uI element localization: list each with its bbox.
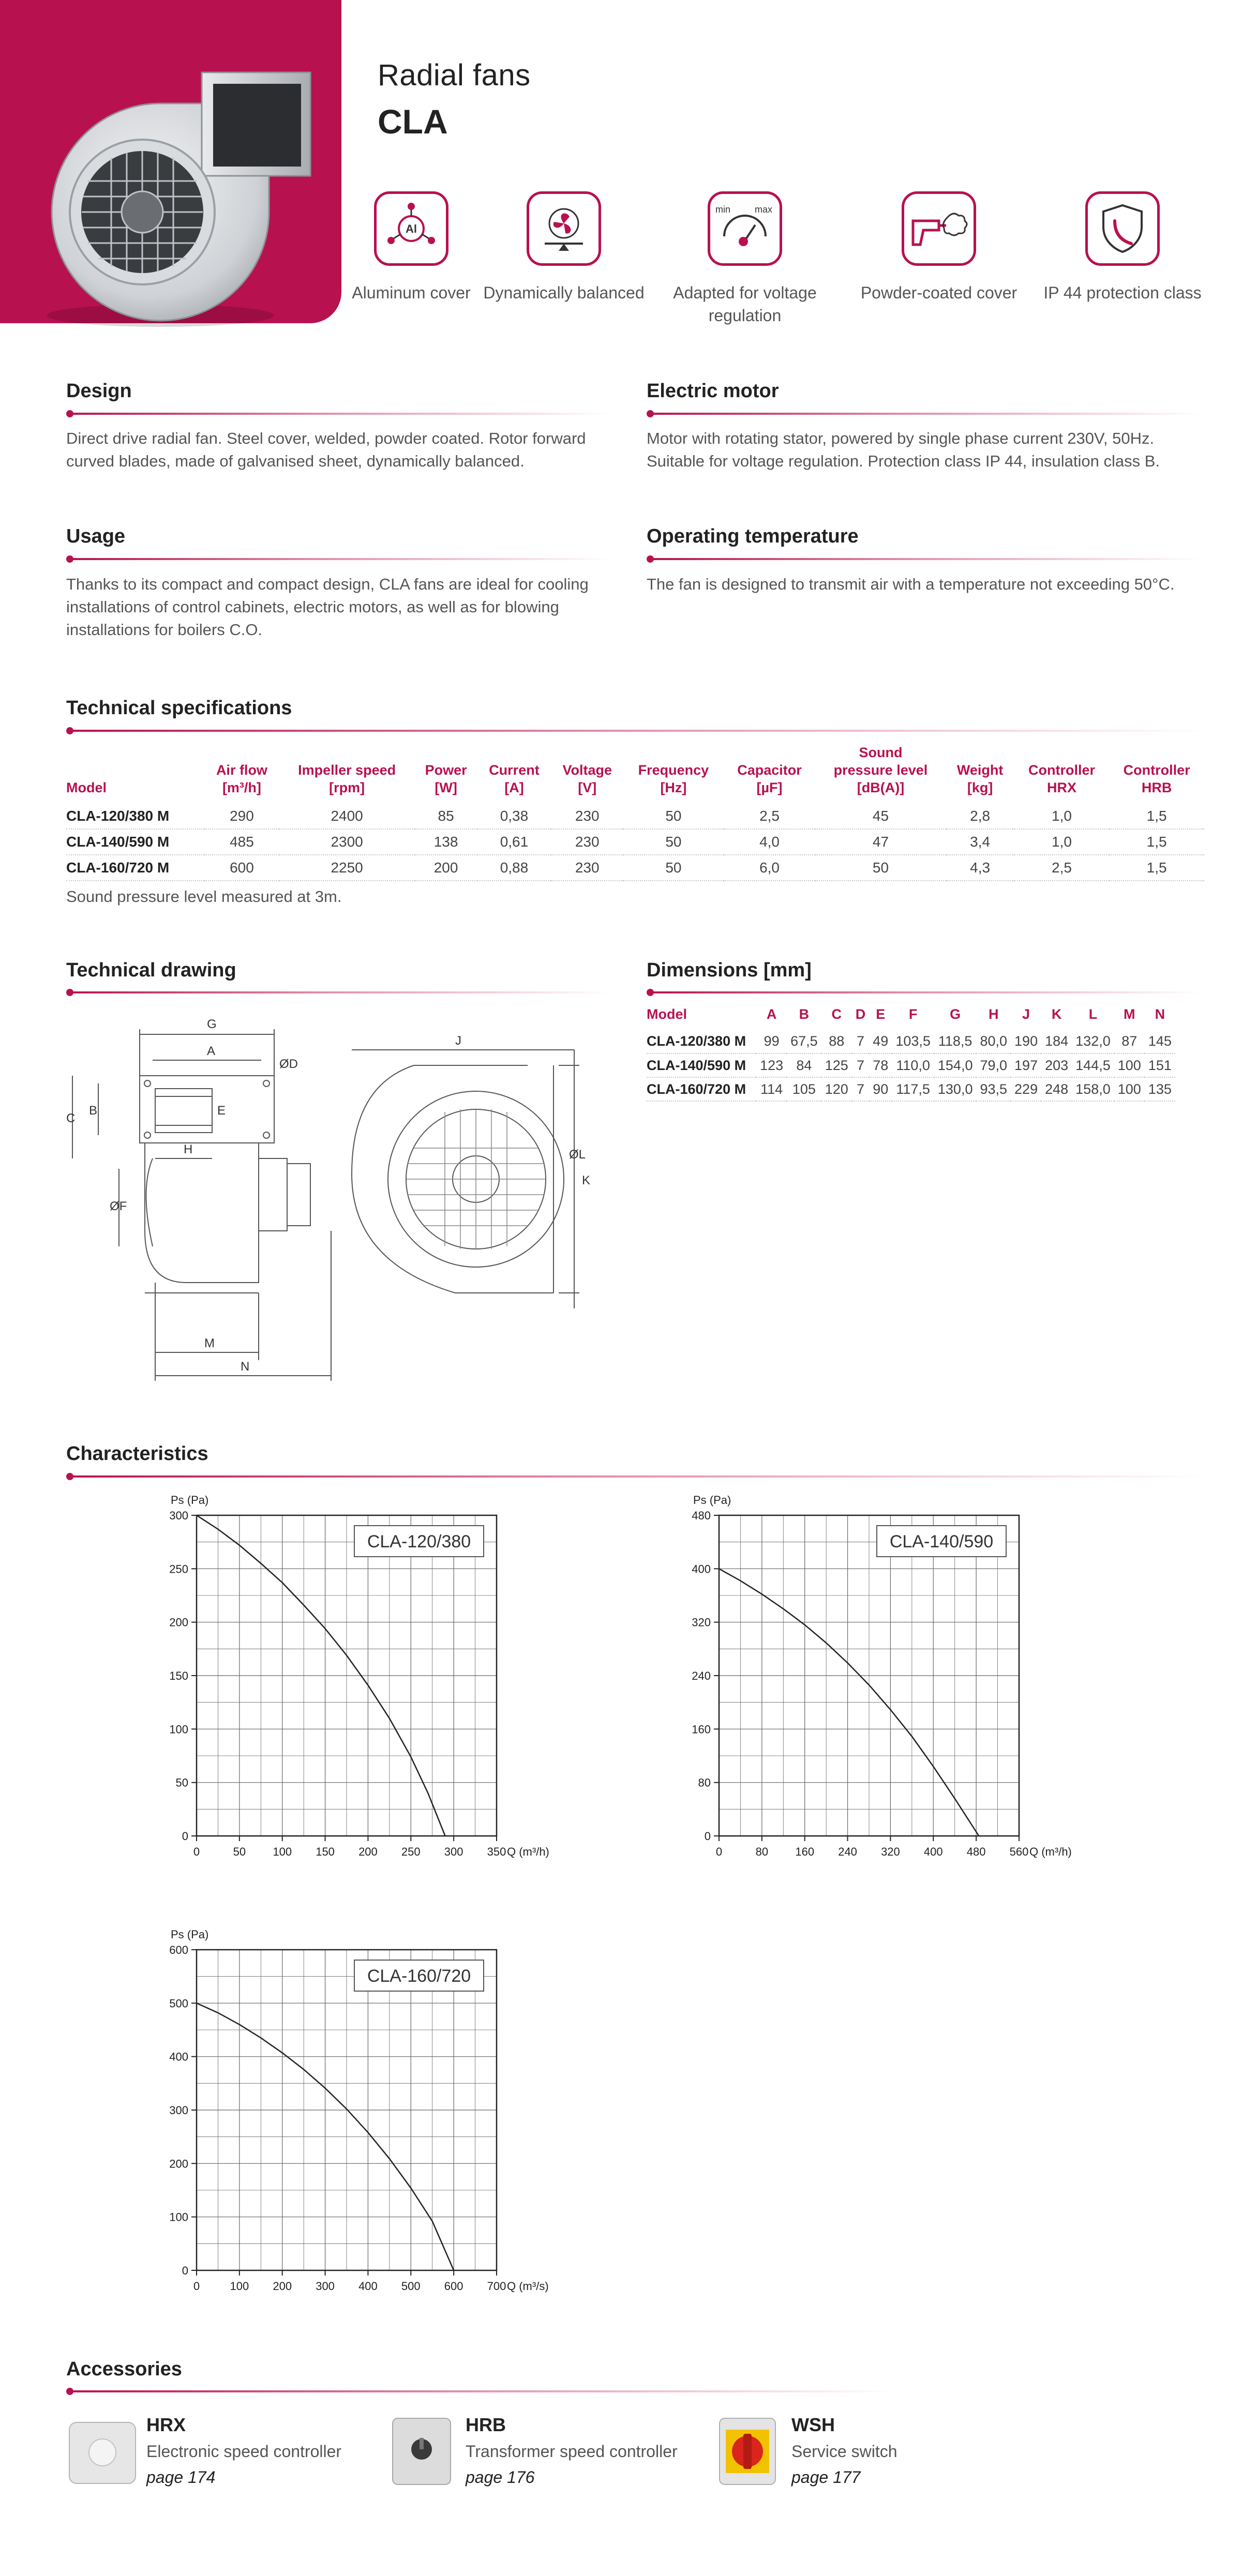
spec-cell: 3,4	[946, 829, 1014, 855]
spec-cell: 6,0	[724, 855, 816, 881]
dim-cell: 100	[1114, 1053, 1145, 1077]
dim-cell: 7	[852, 1077, 870, 1101]
dimension-label: E	[217, 1104, 226, 1118]
dim-cell: 84	[787, 1053, 821, 1077]
dim-row	[647, 1077, 1175, 1101]
dim-cell: 99	[756, 1030, 787, 1053]
y-tick-label: 200	[169, 1616, 188, 1629]
dim-cell: 114	[756, 1077, 787, 1101]
spec-cell: 1,0	[1014, 829, 1110, 855]
accessories-heading: Accessories	[66, 2358, 182, 2380]
x-tick-label: 0	[193, 2280, 200, 2293]
x-tick-label: 350	[487, 1845, 506, 1858]
dim-cell: 130,0	[934, 1077, 977, 1101]
spec-col-header: Controller HRB	[1123, 762, 1190, 795]
spec-cell: 230	[551, 804, 623, 829]
y-tick-label: 200	[169, 2157, 188, 2171]
spec-cell: 2,5	[724, 804, 816, 829]
accessory-hrb[interactable]	[385, 2405, 706, 2508]
hrb-controller-image	[385, 2415, 458, 2488]
dimension-label: G	[207, 1017, 217, 1031]
spec-cell: 85	[415, 804, 477, 829]
spec-cell: 2300	[279, 829, 415, 855]
motor-rule	[647, 410, 1200, 417]
spec-cell: 0,88	[477, 855, 551, 881]
dim-cell: 197	[1011, 1053, 1041, 1077]
spec-cell: 47	[815, 829, 946, 855]
feature-ip44: IP 44 protection class	[1040, 191, 1205, 304]
x-tick-label: 480	[966, 1845, 986, 1858]
y-tick-label: 500	[169, 1997, 188, 2010]
dimension-label: M	[204, 1336, 215, 1350]
spec-cell: 2,8	[946, 804, 1014, 829]
dimension-label: J	[455, 1034, 461, 1048]
spec-cell: 230	[551, 829, 623, 855]
usage-text: Thanks to its compact and compact design, CLA fans are ideal for cooling installations of control cabinets, electric motors, as well as for blowing installations for boilers C.O.	[66, 575, 589, 639]
product-title: CLA	[378, 102, 448, 141]
dimensions-table-header	[647, 1006, 1175, 1030]
x-tick-label: 560	[1009, 1845, 1029, 1858]
y-tick-label: 0	[704, 1830, 711, 1843]
dim-cell: 229	[1011, 1077, 1041, 1101]
usage-rule	[66, 555, 609, 563]
dim-col-header: N	[1155, 1006, 1165, 1022]
y-tick-label: 50	[175, 1776, 188, 1789]
dim-cell: 248	[1041, 1077, 1072, 1101]
svg-text:min: min	[715, 204, 731, 215]
dim-cell: 154,0	[934, 1053, 977, 1077]
x-tick-label: 400	[923, 1845, 943, 1858]
dimension-label: A	[207, 1044, 216, 1058]
spec-cell: 1,5	[1109, 829, 1204, 855]
dim-cell: 151	[1145, 1053, 1175, 1077]
spec-cell: 1,5	[1109, 855, 1204, 881]
dim-cell: 158,0	[1072, 1077, 1114, 1101]
x-tick-label: 160	[795, 1845, 815, 1858]
temperature-rule	[647, 555, 1200, 563]
spec-cell: 230	[551, 855, 623, 881]
chart-cla-140-590	[662, 1484, 1117, 1877]
dim-cell: 110,0	[892, 1053, 934, 1077]
accessory-name: HRB	[466, 2414, 506, 2435]
drawing-heading: Technical drawing	[66, 959, 236, 981]
svg-text:max: max	[755, 204, 773, 215]
y-tick-label: 400	[169, 2050, 188, 2063]
techspec-note: Sound pressure level measured at 3m.	[66, 887, 342, 906]
dim-cell: CLA-140/590 M	[647, 1053, 756, 1077]
dim-cell: 78	[869, 1053, 892, 1077]
y-tick-label: 320	[692, 1616, 711, 1629]
y-tick-label: 160	[692, 1723, 711, 1736]
y-tick-label: 400	[692, 1562, 711, 1576]
dim-cell: 123	[756, 1053, 787, 1077]
fan-product-image	[31, 47, 341, 336]
accessory-page-link[interactable]: page 174	[146, 2468, 216, 2487]
dim-cell: 49	[869, 1030, 892, 1053]
x-tick-label: 100	[230, 2280, 249, 2293]
characteristics-rule	[66, 1473, 1204, 1480]
dim-cell: 190	[1011, 1030, 1041, 1053]
temperature-text: The fan is designed to transmit air with a temperature not exceeding 50°C.	[647, 575, 1175, 593]
y-tick-label: 100	[169, 2210, 188, 2224]
dim-col-header: M	[1124, 1006, 1135, 1022]
wsh-switch-image	[711, 2415, 784, 2488]
motor-text: Motor with rotating stator, powered by single phase current 230V, 50Hz. Suitable for voltage regulation. Protection class IP 44, insulation class B.	[647, 429, 1160, 470]
dimension-label: C	[66, 1111, 76, 1125]
y-tick-label: 0	[182, 2264, 188, 2277]
svg-text:Al: Al	[406, 222, 417, 235]
dim-cell: 117,5	[892, 1077, 934, 1101]
drawing-rule	[66, 989, 609, 996]
spec-row	[66, 855, 1204, 881]
dim-cell: 100	[1114, 1077, 1145, 1101]
spec-cell: 290	[204, 804, 279, 829]
dimension-label: B	[89, 1104, 98, 1118]
dim-col-header: G	[950, 1006, 961, 1022]
x-tick-label: 300	[444, 1845, 463, 1858]
x-axis-label: Q (m³/h)	[1029, 1845, 1072, 1858]
hrx-controller-image	[66, 2415, 139, 2488]
temperature-heading: Operating temperature	[647, 525, 859, 547]
dimension-label: K	[582, 1173, 591, 1187]
y-tick-label: 150	[169, 1669, 188, 1682]
feature-aluminum: Al Aluminum cover	[328, 191, 494, 304]
x-tick-label: 240	[838, 1845, 857, 1858]
spec-cell: CLA-160/720 M	[66, 855, 204, 881]
spec-table-header	[66, 744, 1204, 804]
spec-col-header: Power [W]	[425, 762, 467, 795]
techspec-rule	[66, 727, 1204, 734]
dim-cell: 125	[821, 1053, 852, 1077]
spec-col-header: Sound pressure level [dB(A)]	[833, 745, 928, 795]
accessory-wsh[interactable]	[711, 2405, 1032, 2508]
techspec-heading: Technical specifications	[66, 697, 292, 719]
x-tick-label: 0	[715, 1845, 723, 1858]
spec-cell: 2,5	[1014, 855, 1110, 881]
dimensions-table	[647, 1006, 1175, 1102]
y-tick-label: 240	[692, 1669, 711, 1682]
accessory-desc: Service switch	[791, 2442, 897, 2461]
y-axis-label: Ps (Pa)	[693, 1494, 731, 1507]
spec-col-header: Air flow [m³/h]	[216, 762, 267, 795]
accessory-desc: Transformer speed controller	[466, 2442, 678, 2461]
dim-cell: 93,5	[976, 1077, 1011, 1101]
usage-heading: Usage	[66, 525, 126, 547]
design-rule	[66, 410, 609, 417]
dim-col-header: F	[908, 1006, 918, 1022]
spec-cell: CLA-140/590 M	[66, 829, 204, 855]
accessory-page-link[interactable]: page 177	[791, 2468, 861, 2487]
x-tick-label: 400	[358, 2280, 378, 2293]
dim-cell: 79,0	[976, 1053, 1011, 1077]
dimensions-rule	[647, 989, 1200, 996]
spec-cell: 1,5	[1109, 804, 1204, 829]
dim-col-header: E	[876, 1006, 886, 1022]
y-tick-label: 300	[169, 2104, 188, 2117]
spec-cell: 50	[623, 829, 723, 855]
dim-col-header: Model	[647, 1006, 687, 1022]
x-tick-label: 500	[401, 2280, 421, 2293]
x-tick-label: 50	[233, 1845, 246, 1858]
y-tick-label: 0	[182, 1830, 188, 1843]
spec-row	[66, 829, 1204, 855]
dim-col-header: J	[1022, 1006, 1030, 1022]
chart-title: CLA-120/380	[367, 1532, 471, 1551]
gauge-icon	[708, 191, 782, 266]
chart-title: CLA-160/720	[367, 1966, 471, 1986]
y-axis-label: Ps (Pa)	[171, 1928, 209, 1941]
accessory-desc: Electronic speed controller	[146, 2442, 342, 2461]
dim-col-header: K	[1051, 1006, 1062, 1022]
spec-cell: 45	[815, 804, 946, 829]
x-tick-label: 0	[193, 1845, 200, 1858]
y-axis-label: Ps (Pa)	[171, 1494, 209, 1507]
dimension-label: ØD	[279, 1057, 298, 1071]
spec-col-header: Model	[66, 780, 107, 795]
accessory-page-link[interactable]: page 176	[466, 2468, 535, 2487]
feature-balanced: Dynamically balanced	[481, 191, 647, 304]
dim-cell: 7	[852, 1053, 870, 1077]
dim-col-header: L	[1088, 1006, 1098, 1022]
dim-cell: 184	[1041, 1030, 1072, 1053]
spec-cell: 0,61	[477, 829, 551, 855]
spec-cell: 200	[415, 855, 477, 881]
x-tick-label: 300	[316, 2280, 335, 2293]
x-tick-label: 150	[316, 1845, 335, 1858]
dim-row	[647, 1030, 1175, 1053]
shield-icon	[1085, 191, 1160, 266]
dim-cell: 90	[869, 1077, 892, 1101]
dimension-label: H	[184, 1142, 193, 1156]
y-tick-label: 80	[698, 1776, 711, 1789]
spec-col-header: Weight [kg]	[956, 762, 1004, 795]
x-tick-label: 700	[487, 2280, 506, 2293]
feature-voltage: min max Adapted for voltage regulation	[662, 191, 828, 327]
accessories-rule	[66, 2388, 894, 2395]
spec-cell: 2250	[279, 855, 415, 881]
spray-gun-icon	[902, 191, 976, 266]
dim-cell: 80,0	[976, 1030, 1011, 1053]
spec-col-header: Controller HRX	[1028, 762, 1095, 795]
dim-cell: 87	[1114, 1030, 1145, 1053]
x-tick-label: 100	[273, 1845, 292, 1858]
spec-col-header: Impeller speed [rpm]	[298, 762, 396, 795]
spec-cell: 50	[815, 855, 946, 881]
dim-col-header: B	[799, 1006, 810, 1022]
spec-col-header: Frequency [Hz]	[638, 762, 709, 795]
x-tick-label: 250	[401, 1845, 421, 1858]
spec-cell: 0,38	[477, 804, 551, 829]
spec-cell: 1,0	[1014, 804, 1110, 829]
spec-col-header: Voltage [V]	[562, 762, 612, 795]
accessory-name: WSH	[791, 2414, 835, 2435]
x-tick-label: 320	[881, 1845, 900, 1858]
spec-row	[66, 804, 1204, 829]
category-title: Radial fans	[378, 58, 531, 92]
dim-cell: 120	[821, 1077, 852, 1101]
dim-cell: 135	[1145, 1077, 1175, 1101]
dimension-label: ØL	[569, 1148, 586, 1162]
dim-cell: 203	[1041, 1053, 1072, 1077]
spec-table	[66, 744, 1204, 881]
dim-cell: 88	[821, 1030, 852, 1053]
spec-cell: 50	[623, 804, 723, 829]
y-tick-label: 250	[169, 1562, 188, 1576]
x-axis-label: Q (m³/s)	[507, 2280, 549, 2293]
dim-cell: CLA-120/380 M	[647, 1030, 756, 1053]
spec-cell: 138	[415, 829, 477, 855]
dim-cell: CLA-160/720 M	[647, 1077, 756, 1101]
x-tick-label: 80	[755, 1845, 769, 1858]
x-tick-label: 200	[273, 2280, 292, 2293]
y-tick-label: 300	[169, 1509, 188, 1522]
dimensions-heading: Dimensions [mm]	[647, 959, 812, 981]
chart-cla-120-380	[140, 1484, 595, 1877]
spec-cell: 485	[204, 829, 279, 855]
chart-cla-160-720	[140, 1919, 595, 2312]
design-heading: Design	[66, 380, 132, 402]
motor-heading: Electric motor	[647, 380, 779, 402]
chart-title: CLA-140/590	[889, 1532, 994, 1551]
spec-cell: 50	[623, 855, 723, 881]
accessory-name: HRX	[146, 2414, 186, 2435]
dim-cell: 145	[1145, 1030, 1175, 1053]
spec-cell: 600	[204, 855, 279, 881]
dim-col-header: C	[831, 1006, 842, 1022]
spec-cell: CLA-120/380 M	[66, 804, 204, 829]
y-tick-label: 480	[692, 1509, 711, 1522]
characteristics-heading: Characteristics	[66, 1443, 208, 1465]
spec-cell: 4,3	[946, 855, 1014, 881]
dim-cell: 132,0	[1072, 1030, 1114, 1053]
x-tick-label: 600	[444, 2280, 463, 2293]
technical-drawing	[62, 1003, 616, 1386]
spec-cell: 2400	[279, 804, 415, 829]
dim-cell: 118,5	[934, 1030, 977, 1053]
spec-col-header: Current [A]	[489, 762, 540, 795]
dim-cell: 7	[852, 1030, 870, 1053]
y-tick-label: 100	[169, 1723, 188, 1736]
dim-col-header: A	[766, 1006, 777, 1022]
spec-col-header: Capacitor [µF]	[737, 762, 802, 795]
spec-cell: 4,0	[724, 829, 816, 855]
dimension-label: N	[241, 1360, 250, 1374]
x-axis-label: Q (m³/h)	[507, 1845, 549, 1858]
accessory-hrx[interactable]	[66, 2405, 387, 2508]
dim-cell: 105	[787, 1077, 821, 1101]
dim-col-header: D	[855, 1006, 866, 1022]
aluminum-icon	[374, 191, 448, 266]
design-text: Direct drive radial fan. Steel cover, welded, powder coated. Rotor forward curved blades, made of galvanised sheet, dynamically balanced.	[66, 429, 586, 470]
dim-cell: 144,5	[1072, 1053, 1114, 1077]
dimension-label: ØF	[110, 1199, 127, 1213]
dim-cell: 67,5	[787, 1030, 821, 1053]
feature-powder-coated: Powder-coated cover	[856, 191, 1022, 304]
dim-cell: 103,5	[892, 1030, 934, 1053]
balance-icon	[527, 191, 601, 266]
y-tick-label: 600	[169, 1944, 188, 1956]
x-tick-label: 200	[358, 1845, 378, 1858]
dim-col-header: H	[989, 1006, 999, 1022]
dim-row	[647, 1053, 1175, 1077]
